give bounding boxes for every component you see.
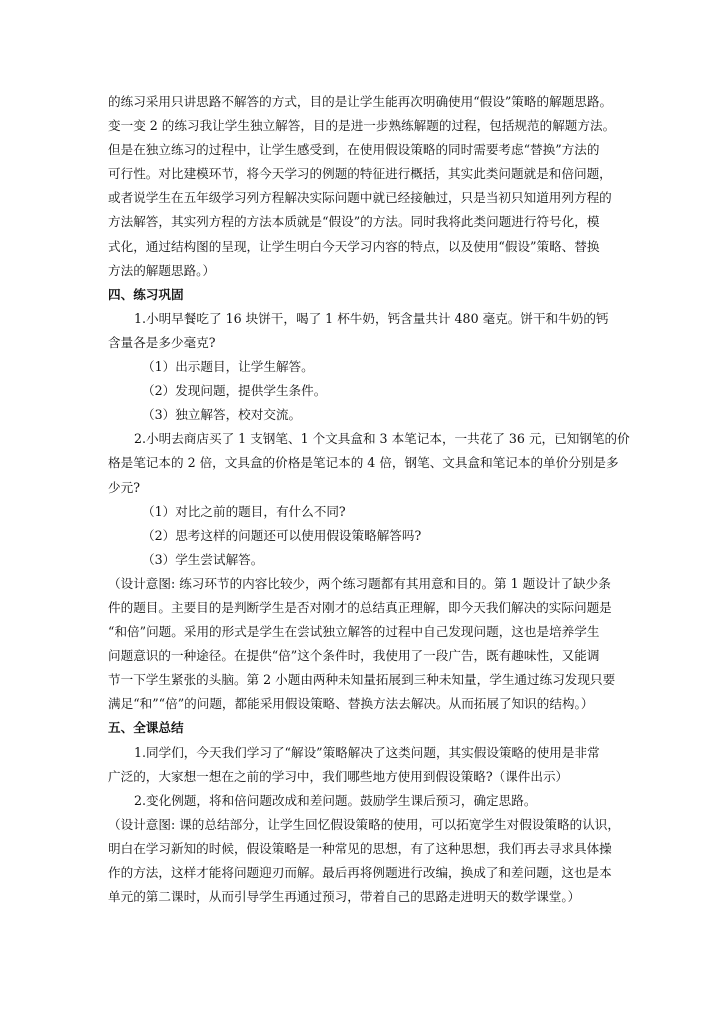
question-line: 格是笔记本的 2 倍，文具盒的价格是笔记本的 4 倍，钢笔、文具盒和笔记本的单价分别是多 <box>108 455 619 471</box>
summary-paragraph-2: 2.变化例题，将和倍问题改成和差问题。鼓励学生课后预习，确定思路。 <box>134 792 537 808</box>
question-1-steps <box>108 355 618 427</box>
document-page <box>108 90 630 909</box>
note-line: 可行性。对比建模环节，将今天学习的例题的特征进行概括，其实此类问题就是和倍问题， <box>108 166 612 182</box>
note-line: （设计意图: 练习环节的内容比较少，两个练习题都有其用意和目的。第 1 题设计了缺少条 <box>108 575 611 591</box>
section-heading-practice: 四、练习巩固 <box>108 286 184 302</box>
summary-paragraph-1 <box>108 741 618 789</box>
note-line: 或者说学生在五年级学习列方程解决实际问题中就已经接触过，只是当初只知道用列方程的 <box>108 190 612 206</box>
question-2-steps <box>108 500 618 572</box>
summary-design-note <box>108 813 618 909</box>
note-line: 作的方法，这样才能将问题迎刃而解。最后再将例题进行改编，换成了和差问题，这也是本 <box>108 865 612 880</box>
note-line: 满足“和”“倍”的问题，都能采用假设策略、替换方法去解决。从而拓展了知识的结构。） <box>108 696 594 712</box>
note-line: 方法的解题思路。） <box>108 262 216 278</box>
note-line: 问题意识的一种途径。在提供“倍”这个条件时，我使用了一段广告，既有趣味性，又能调 <box>108 648 600 664</box>
question-line: 少元? <box>108 479 140 495</box>
question-1 <box>108 307 618 355</box>
section-heading-summary: 五、全课总结 <box>108 720 184 736</box>
question-line: 含量各是多少毫克? <box>108 334 216 350</box>
note-line: 件的题目。主要目的是判断学生是否对刚才的总结真正理解，即今天我们解决的实际问题是 <box>108 599 612 615</box>
note-line: 单元的第二课时，从而引导学生再通过预习，带着自己的思路走进明天的数学课堂。） <box>108 889 581 905</box>
paragraph-line: 广泛的，大家想一想在之前的学习中，我们哪些地方使用到假设策略?（课件出示） <box>108 768 569 784</box>
step-item: （3）独立解答，校对交流。 <box>142 407 302 423</box>
step-item: （2）发现问题，提供学生条件。 <box>142 383 327 399</box>
note-line: 方法解答，其实列方程的方法本质就是“假设”的方法。同时我将此类问题进行符号化，模 <box>108 214 600 230</box>
note-line: “和倍”问题。采用的形式是学生在尝试独立解答的过程中自己发现问题，这也是培养学生 <box>108 624 600 640</box>
step-item: （1）对比之前的题目，有什么不同? <box>142 503 346 519</box>
step-item: （2）思考这样的问题还可以使用假设策略解答吗? <box>142 527 422 543</box>
step-item: （1）出示题目，让学生解答。 <box>142 359 314 375</box>
intro-design-note <box>108 90 618 283</box>
note-line: 明白在学习新知的时候，假设策略是一种常见的思想，有了这种思想，我们再去寻求具体操 <box>108 840 612 856</box>
question-line: 1.小明早餐吃了 16 块饼干，喝了 1 杯牛奶，钙含量共计 480 毫克。饼干和牛奶的钙 <box>134 310 609 326</box>
note-line: 节一下学生紧张的头脑。第 2 小题由两种未知量拓展到三种未知量，学生通过练习发现只要 <box>108 672 616 688</box>
note-line: 但是在独立练习的过程中，让学生感受到，在使用假设策略的同时需要考虑“替换”方法的 <box>108 142 600 158</box>
question-2 <box>108 427 630 499</box>
note-line: 式化，通过结构图的呈现，让学生明白今天学习内容的特点，以及使用“假设”策略、替换 <box>108 238 600 254</box>
practice-design-note <box>108 572 618 717</box>
paragraph-line: 1.同学们，今天我们学习了“解设”策略解决了这类问题，其实假设策略的使用是非常 <box>134 744 600 760</box>
note-line: 变一变 2 的练习我让学生独立解答，目的是进一步熟练解题的过程，包括规范的解题方法。 <box>108 118 616 134</box>
note-line: 的练习采用只讲思路不解答的方式，目的是让学生能再次明确使用“假设”策略的解题思路。 <box>108 94 613 109</box>
question-line: 2.小明去商店买了 1 支钢笔、1 个文具盒和 3 本笔记本，一共花了 36 元，已知钢笔的价 <box>134 431 630 447</box>
step-item: （3）学生尝试解答。 <box>142 551 264 567</box>
note-line: （设计意图: 课的总结部分，让学生回忆假设策略的使用，可以拓宽学生对假设策略的认识， <box>108 816 620 832</box>
